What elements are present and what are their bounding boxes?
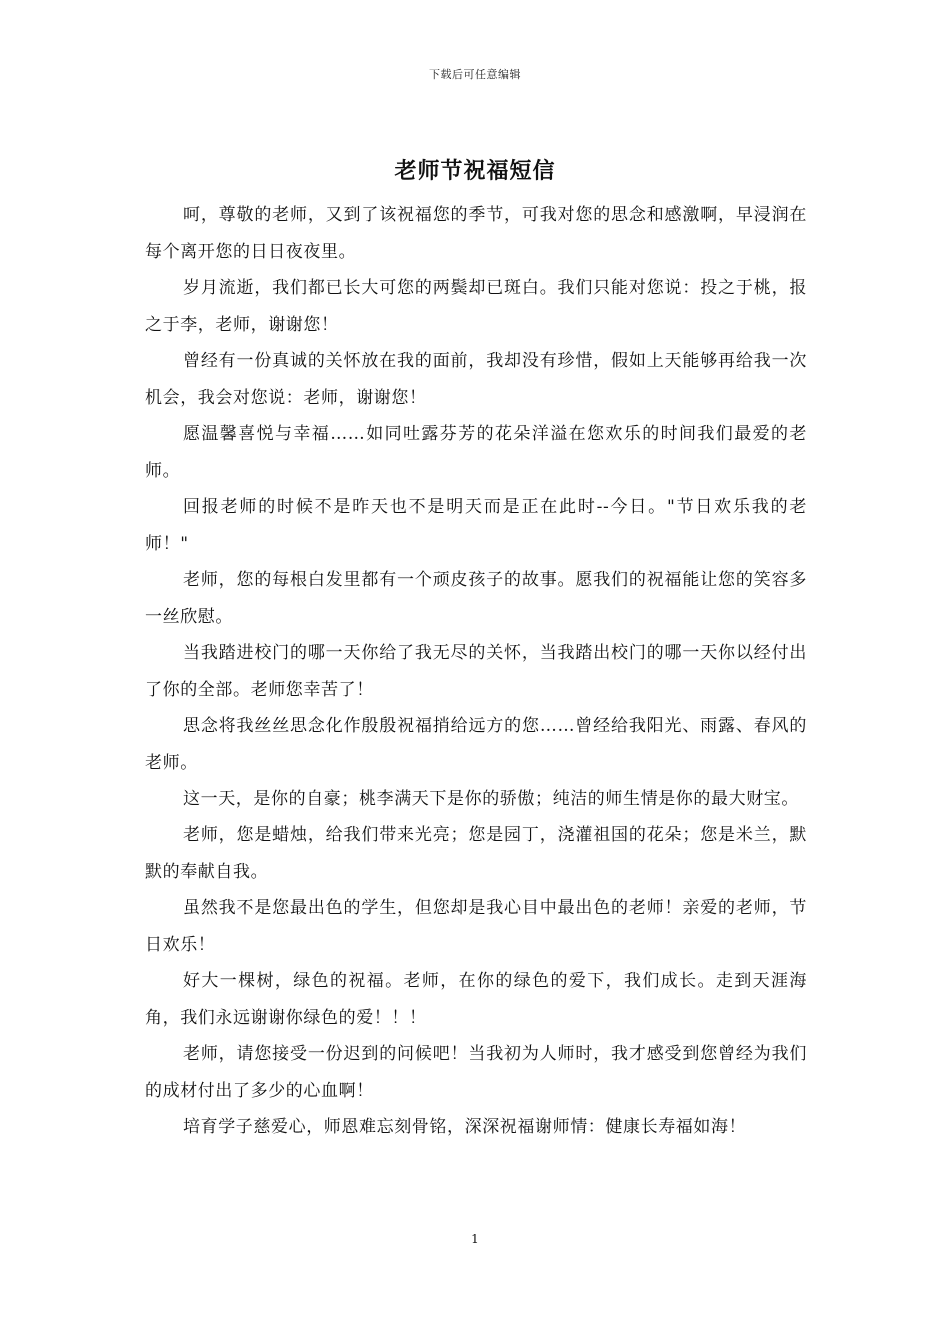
paragraph: 当我踏进校门的哪一天你给了我无尽的关怀，当我踏出校门的哪一天你以经付出了你的全部。老师您幸苦了！ — [145, 643, 807, 700]
page-number: 1 — [471, 1232, 479, 1246]
paragraph: 老师，请您接受一份迟到的问候吧！当我初为人师时，我才感受到您曾经为我们的成材付出了多少的心血啊！ — [145, 1044, 807, 1101]
paragraph: 老师，您的每根白发里都有一个顽皮孩子的故事。愿我们的祝福能让您的笑容多一丝欣慰。 — [145, 570, 807, 627]
page-header-note: 下载后可任意编辑 — [429, 68, 521, 81]
paragraph: 培育学子慈爱心，师恩难忘刻骨铭，深深祝福谢师情：健康长寿福如海！ — [183, 1117, 747, 1137]
paragraph: 愿温馨喜悦与幸福……如同吐露芬芳的花朵洋溢在您欢乐的时间我们最爱的老师。 — [145, 424, 807, 481]
paragraph: 这一天，是你的自豪；桃李满天下是你的骄傲；纯洁的师生情是你的最大财宝。 — [183, 789, 799, 809]
paragraph: 思念将我丝丝思念化作殷殷祝福捎给远方的您……曾经给我阳光、雨露、春风的老师。 — [145, 716, 807, 773]
document-body — [145, 197, 807, 1145]
paragraph: 老师，您是蜡烛，给我们带来光亮；您是园丁，浇灌祖国的花朵；您是米兰，默默的奉献自我。 — [145, 825, 807, 882]
paragraph: 回报老师的时候不是昨天也不是明天而是正在此时--今日。"节日欢乐我的老师！" — [145, 497, 807, 554]
paragraph: 曾经有一份真诚的关怀放在我的面前，我却没有珍惜，假如上天能够再给我一次机会，我会对您说：老师，谢谢您！ — [145, 351, 807, 408]
document-title: 老师节祝福短信 — [394, 158, 556, 184]
paragraph: 好大一棵树，绿色的祝福。老师，在你的绿色的爱下，我们成长。走到天涯海角，我们永远谢谢你绿色的爱！！！ — [145, 971, 807, 1028]
paragraph: 虽然我不是您最出色的学生，但您却是我心目中最出色的老师！亲爱的老师，节日欢乐！ — [145, 898, 807, 955]
paragraph: 岁月流逝，我们都已长大可您的两鬓却已斑白。我们只能对您说：投之于桃，报之于李，老师，谢谢您！ — [145, 278, 807, 335]
paragraph: 呵，尊敬的老师，又到了该祝福您的季节，可我对您的思念和感激啊，早浸润在每个离开您的日日夜夜里。 — [145, 205, 807, 262]
